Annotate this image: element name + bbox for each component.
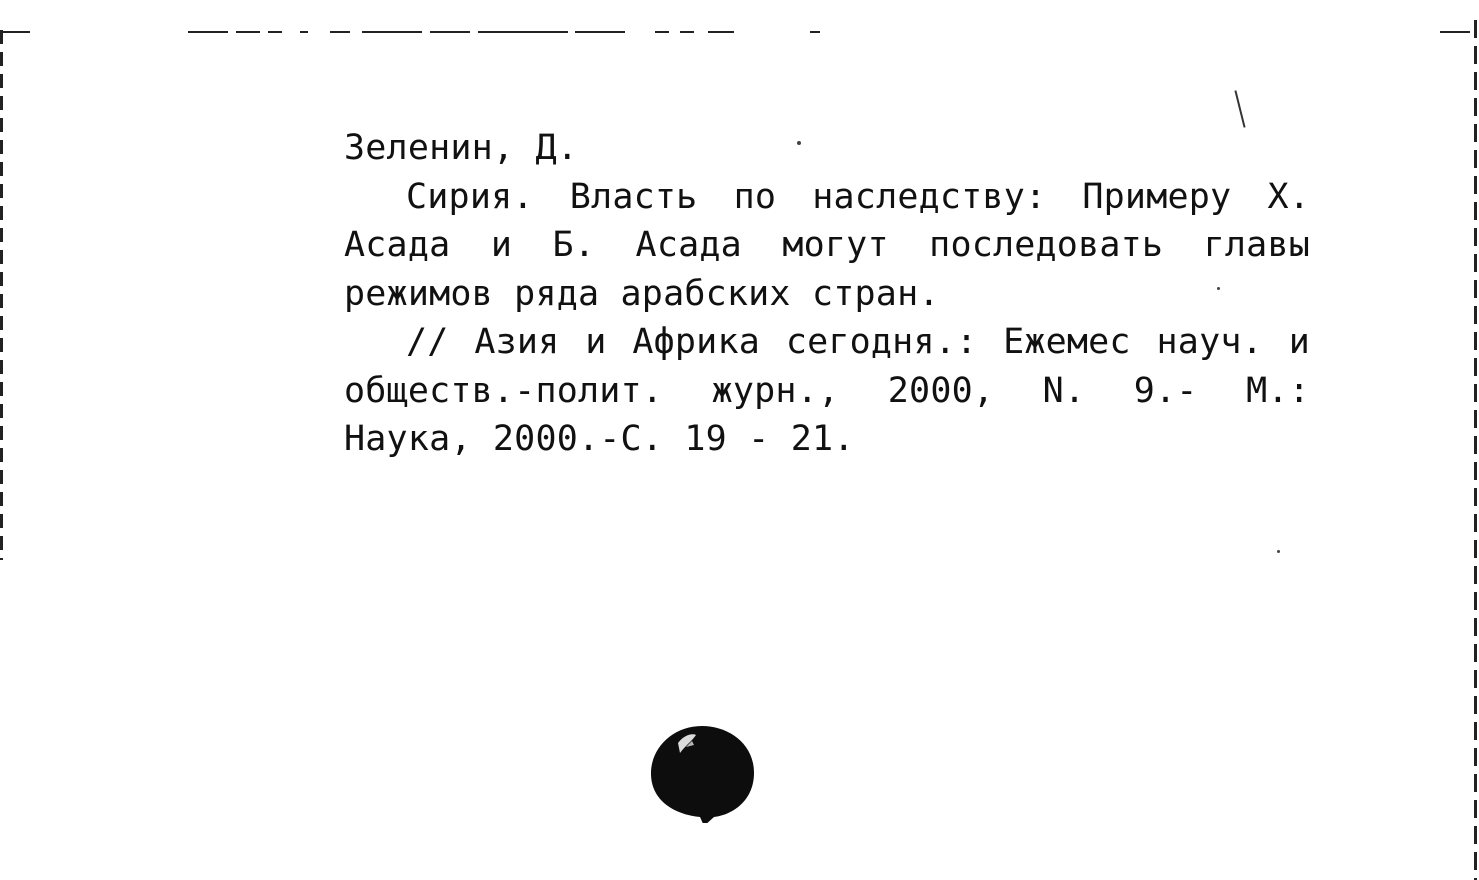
source-line-1 [344,318,1310,367]
title-line-1 [344,173,1310,222]
word: главы [1203,225,1310,265]
source-line-2 [344,367,1310,416]
punch-hole [648,723,756,823]
word: журн., [711,370,840,411]
word: и [1288,322,1310,362]
scan-top-dashed-edge [0,30,1479,34]
word: Ежемес [1003,322,1131,362]
word: 2000, [887,370,995,411]
word: Власть [569,176,698,217]
word: сегодня.: [785,322,978,362]
word: Примеру [1082,176,1232,217]
word: по [733,176,777,217]
pen-mark [1234,90,1245,127]
author-line: Зеленин, Д. [344,128,578,168]
word: N. [1042,370,1086,411]
word: последовать [929,225,1164,265]
word: М.: [1246,370,1310,411]
word: // [406,322,449,362]
word: Асада [344,225,451,265]
word: Африка [632,322,760,362]
word: обществ.-полит. [344,370,664,411]
word: Б. [552,225,596,265]
scan-right-edge [1474,20,1477,880]
source-line-3: Наука, 2000.-С. 19 - 21. [344,419,855,459]
word: Асада [635,225,742,265]
word: и [585,322,607,362]
word: и [490,225,513,265]
word: Азия [474,322,560,362]
card-text [344,124,1310,464]
title-line-3: режимов ряда арабских стран. [344,273,940,314]
word: науч. [1156,322,1263,362]
word: Сирия. [406,176,534,217]
word: могут [782,225,889,265]
scan-speck [1277,550,1280,553]
scan-left-edge [0,30,3,560]
word: 9.- [1133,370,1198,411]
title-line-2 [344,221,1310,270]
word: наследству: [812,176,1047,217]
word: Х. [1267,176,1310,217]
